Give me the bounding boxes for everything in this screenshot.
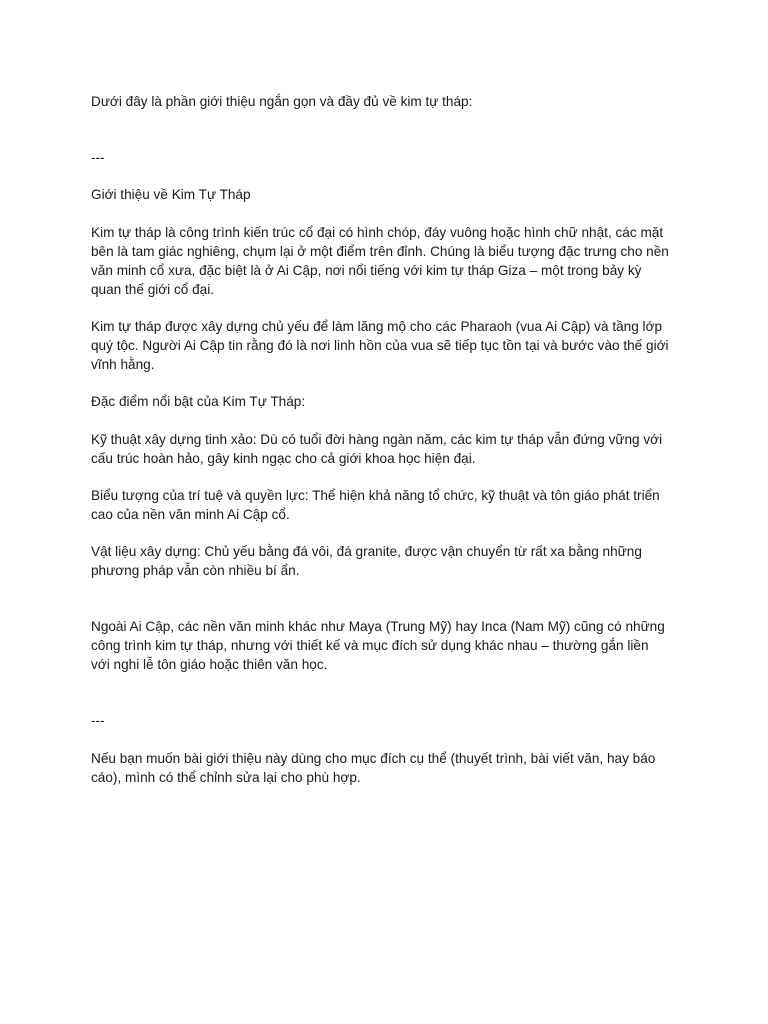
closing-text: Nếu bạn muốn bài giới thiệu này dùng cho mục đích cụ thể (thuyết trình, bài viết văn, hay báo cáo), mình có thể chỉnh sửa lại cho phù hợp. <box>91 751 656 785</box>
separator-bottom: --- <box>91 713 105 728</box>
feature-materials: Vật liệu xây dựng: Chủ yếu bằng đá vôi, đá granite, được vận chuyển từ rất xa bằng những phương pháp vẫn còn nhiều bí ẩn. <box>91 544 642 578</box>
separator-top: --- <box>91 150 105 165</box>
intro-heading: Giới thiệu về Kim Tự Tháp <box>91 187 251 202</box>
paragraph-purpose: Kim tự tháp được xây dựng chủ yếu để làm lăng mộ cho các Pharaoh (vua Ai Cập) và tầng lớp quý tộc. Người Ai Cập tin rằng đó là nơi linh hồn của vua sẽ tiếp tục tồn tại và bước vào thế giới vĩnh hằng. <box>91 319 669 372</box>
paragraph-other-civilizations: Ngoài Ai Cập, các nền văn minh khác như Maya (Trung Mỹ) hay Inca (Nam Mỹ) cũng có những công trình kim tự tháp, nhưng với thiết kế và mục đích sử dụng khác nhau – thường gắn liền với nghi lễ tôn giáo hoặc thiên văn học. <box>91 619 665 672</box>
intro-text: Dưới đây là phần giới thiệu ngắn gọn và đầy đủ về kim tự tháp: <box>91 94 473 109</box>
paragraph-definition: Kim tự tháp là công trình kiến trúc cổ đại có hình chóp, đáy vuông hoặc hình chữ nhật, các mặt bên là tam giác nghiêng, chụm lại ở một điểm trên đỉnh. Chúng là biểu tượng đặc trưng cho nền văn minh cổ xưa, đặc biệt là ở Ai Cập, nơi nổi tiếng với kim tự tháp Giza – một trong bảy kỳ quan thế giới cổ đại. <box>91 225 669 297</box>
features-heading: Đặc điểm nổi bật của Kim Tự Tháp: <box>91 394 306 409</box>
feature-technique: Kỹ thuật xây dựng tinh xảo: Dù có tuổi đời hàng ngàn năm, các kim tự tháp vẫn đứng vững với cấu trúc hoàn hảo, gây kinh ngạc cho cả giới khoa học hiện đại. <box>91 432 663 466</box>
feature-symbol: Biểu tượng của trí tuệ và quyền lực: Thể hiện khả năng tổ chức, kỹ thuật và tôn giáo phát triển cao của nền văn minh Ai Cập cổ. <box>91 488 660 522</box>
